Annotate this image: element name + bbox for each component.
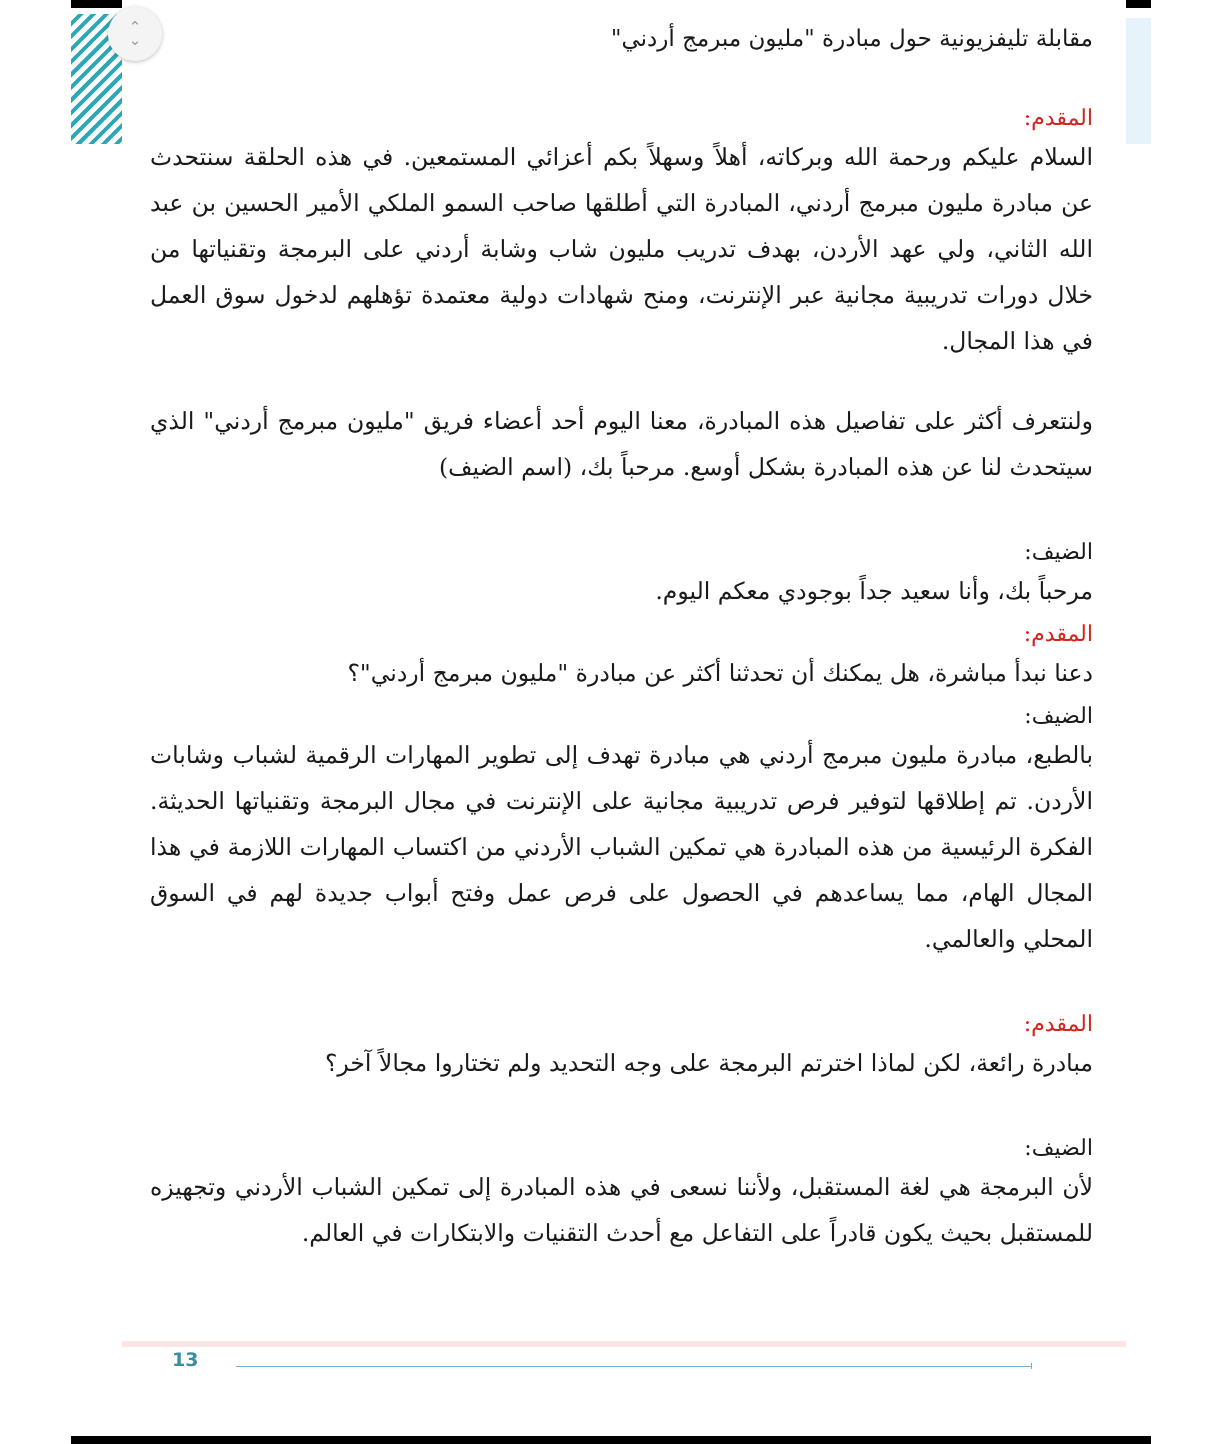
dialogue-paragraph: بالطبع، مبادرة مليون مبرمج أردني هي مبادرة تهدف إلى تطوير المهارات الرقمية لشباب وشابات الأردن. تم إطلاقها لتوفير فرص تدريبية مجانية على الإنترنت في مجال البرمجة وتقنياتها الحديثة. الفكرة الرئيسية من هذه المبادرة هي تمكين الشباب الأردني من اكتساب المهارات اللازمة في هذا المجال الهام، مما يساعدهم في الحصول على فرص عمل وفتح أبواب جديدة لهم في السوق المحلي والعالمي. bbox=[150, 741, 1093, 953]
top-black-bar-right bbox=[1126, 0, 1151, 8]
document-title: مقابلة تليفزيونية حول مبادرة "مليون مبرمج أردني" bbox=[610, 26, 1093, 52]
dialogue-paragraph: ولنتعرف أكثر على تفاصيل هذه المبادرة، معنا اليوم أحد أعضاء فريق "مليون مبرمج أردني" الذي سيتحدث لنا عن هذه المبادرة بشكل أوسع. مرحباً بك، (اسم الضيف) bbox=[150, 407, 1093, 481]
speaker-label-guest: الضيف: bbox=[1024, 704, 1093, 729]
page-bottom-band bbox=[122, 1341, 1126, 1347]
top-black-bar-left bbox=[71, 0, 122, 8]
speaker-label-host: المقدم: bbox=[1023, 622, 1093, 647]
page-number: 13 bbox=[172, 1349, 199, 1371]
dialogue-paragraph: مبادرة رائعة، لكن لماذا اخترتم البرمجة على وجه التحديد ولم تختاروا مجالاً آخر؟ bbox=[324, 1049, 1093, 1077]
dialogue-paragraph: دعنا نبدأ مباشرة، هل يمكنك أن تحدثنا أكثر عن مبادرة "مليون مبرمج أردني"؟ bbox=[347, 659, 1093, 687]
dialogue-paragraph: لأن البرمجة هي لغة المستقبل، ولأننا نسعى في هذه المبادرة إلى تمكين الشباب الأردني وتجهيزه للمستقبل بحيث يكون قادراً على التفاعل مع أحدث التقنيات والابتكارات في العالم. bbox=[150, 1173, 1093, 1247]
side-panel-edge bbox=[1126, 18, 1151, 144]
chevron-up-down-icon: ⌃ ⌄ bbox=[128, 18, 142, 49]
footer-rule bbox=[236, 1366, 1032, 1367]
dialogue-paragraph: مرحباً بك، وأنا سعيد جداً بوجودي معكم اليوم. bbox=[655, 577, 1093, 605]
speaker-label-host: المقدم: bbox=[1023, 106, 1093, 131]
speaker-label-guest: الضيف: bbox=[1024, 1136, 1093, 1161]
bottom-black-bar bbox=[71, 1436, 1151, 1444]
dialogue-paragraph: السلام عليكم ورحمة الله وبركاته، أهلاً وسهلاً بكم أعزائي المستمعين. في هذه الحلقة سنتحدث عن مبادرة مليون مبرمج أردني، المبادرة التي أطلقها صاحب السمو الملكي الأمير الحسين بن عبد الله الثاني، ولي عهد الأردن، بهدف تدريب مليون شاب وشابة أردني على البرمجة وتقنياتها من خلال دورات تدريبية مجانية عبر الإنترنت، ومنح شهادات دولية معتمدة تؤهلهم لدخول سوق العمل في هذا المجال. bbox=[150, 143, 1093, 355]
speaker-label-host: المقدم: bbox=[1023, 1012, 1093, 1037]
speaker-label-guest: الضيف: bbox=[1024, 540, 1093, 565]
document-page bbox=[150, 22, 1093, 1340]
